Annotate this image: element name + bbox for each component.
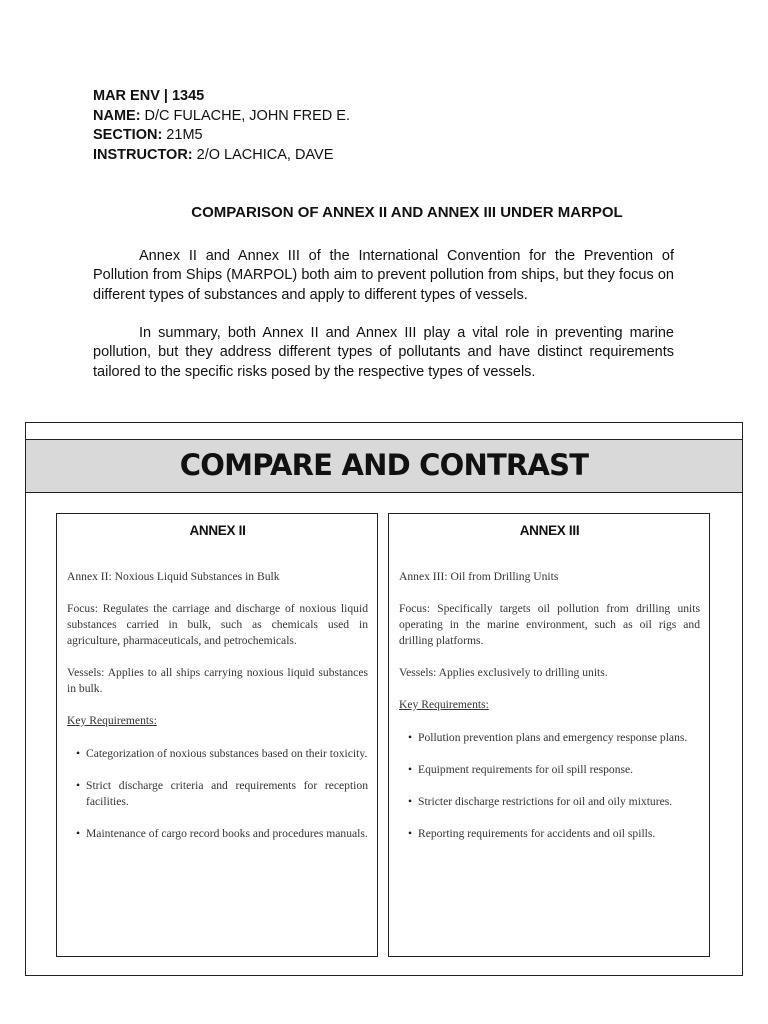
annex-iii-subject: Annex III: Oil from Drilling Units	[399, 570, 559, 583]
annex-iii-vessels: Vessels: Applies exclusively to drilling units.	[399, 666, 608, 679]
course-code: MAR ENV | 1345	[93, 88, 205, 104]
annex-ii-requirements	[67, 746, 368, 842]
instructor-line	[93, 146, 350, 166]
student-name-line	[93, 107, 350, 127]
annex-ii-key-label: Key Requirements:	[67, 714, 157, 727]
section-label: SECTION:	[93, 127, 163, 143]
document-title: COMPARISON OF ANNEX II AND ANNEX III UNDER MARPOL	[191, 204, 623, 221]
instructor-label: INSTRUCTOR:	[93, 146, 193, 163]
annex-ii-vessels: Vessels: Applies to all ships carrying noxious liquid substances in bulk.	[67, 666, 368, 695]
compare-banner: COMPARE AND CONTRAST	[25, 439, 743, 493]
annex-ii-subject: Annex II: Noxious Liquid Substances in Bulk	[67, 570, 280, 583]
list-item: • Categorization of noxious substances based on their toxicity.	[86, 746, 368, 762]
summary-paragraph: In summary, both Annex II and Annex III play a vital role in preventing marine pollution, but they address different types of pollutants and have distinct requirements tailored to the specific risks posed by the respective types of vessels.	[93, 325, 674, 380]
list-item: • Strict discharge criteria and requirements for reception facilities.	[86, 778, 368, 810]
document-header	[93, 87, 350, 165]
annex-iii-key-label: Key Requirements:	[399, 698, 489, 711]
annex-ii-heading: ANNEX II	[189, 523, 246, 538]
list-item: • Stricter discharge restrictions for oil and oily mixtures.	[418, 794, 700, 810]
section-value: 21M5	[162, 127, 203, 143]
instructor-value: 2/O LACHICA, DAVE	[192, 146, 334, 163]
list-item: • Maintenance of cargo record books and procedures manuals.	[86, 826, 368, 842]
section-line	[93, 126, 350, 146]
list-item: • Reporting requirements for accidents and oil spills.	[418, 826, 700, 842]
annex-iii-requirements	[399, 730, 700, 842]
annex-iii-focus: Focus: Specifically targets oil pollution from drilling units operating in the marine environment, such as oil rigs and drilling platforms.	[399, 602, 700, 647]
annex-ii-focus: Focus: Regulates the carriage and discharge of noxious liquid substances carried in bulk, such as chemicals used in agriculture, pharmaceuticals, and petrochemicals.	[67, 602, 368, 647]
list-item: • Equipment requirements for oil spill response.	[418, 762, 700, 778]
annex-ii-panel	[56, 513, 378, 957]
annex-iii-heading: ANNEX III	[519, 523, 580, 538]
name-value: D/C FULACHE, JOHN FRED E.	[140, 107, 350, 124]
intro-paragraph: Annex II and Annex III of the International Convention for the Prevention of Pollution from Ships (MARPOL) both aim to prevent pollution from ships, but they focus on different types of substances and apply to different types of vessels.	[93, 248, 674, 303]
list-item: • Pollution prevention plans and emergency response plans.	[418, 730, 700, 746]
annex-iii-panel	[388, 513, 710, 957]
name-label: NAME:	[93, 107, 141, 124]
